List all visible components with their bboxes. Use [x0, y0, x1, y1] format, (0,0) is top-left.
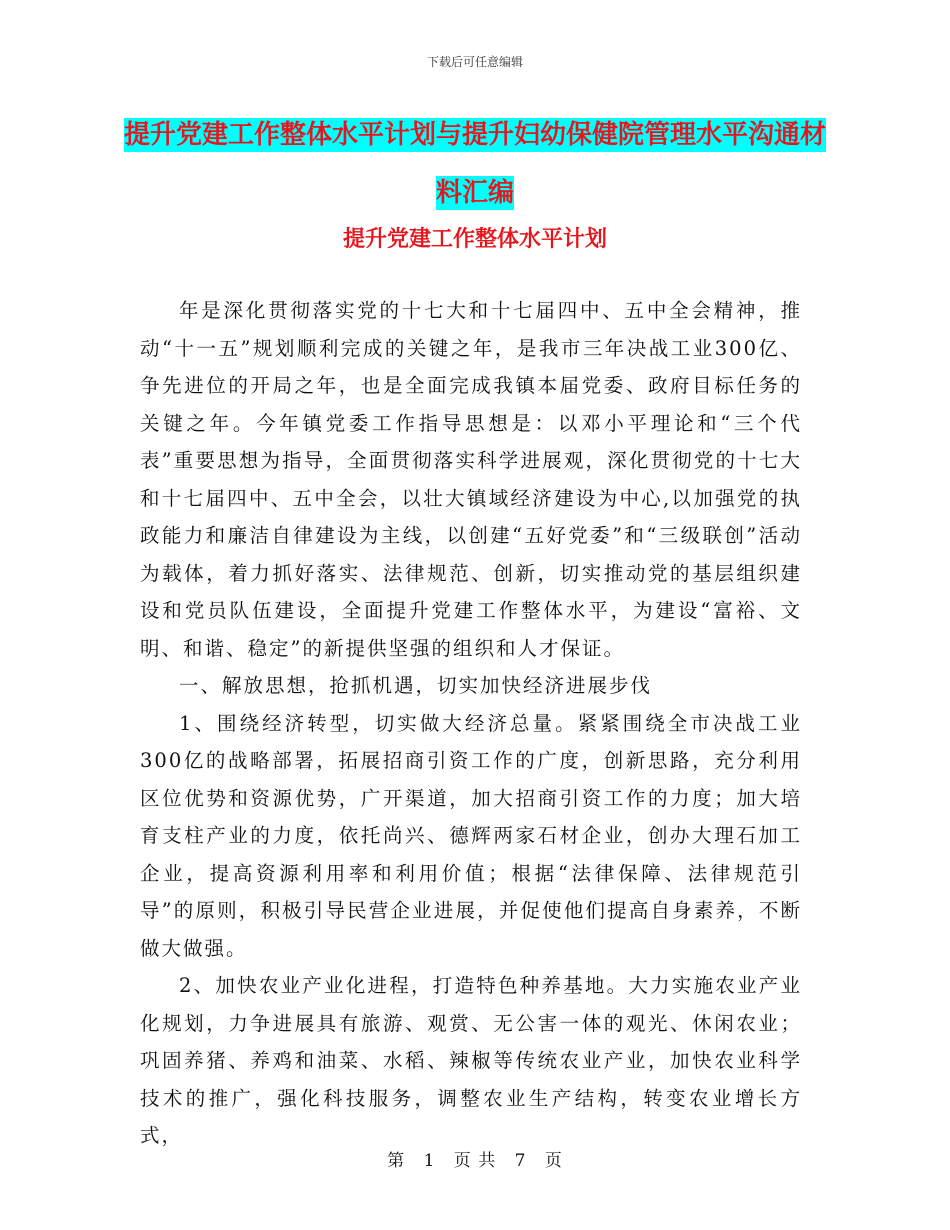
section-title: 提升党建工作整体水平计划 [342, 226, 607, 252]
footer-mid: 页 共 [453, 1151, 497, 1171]
paragraph: 1、围绕经济转型，切实做大经济总量。紧紧围绕全市决战工业300亿的战略部署，拓展招商引资工作的广度，创新思路，充分利用区位优势和资源优势，广开渠道，加大招商引资工作的力度；加大培育支柱产业的力度，依托尚兴、德辉两家石材企业，创办大理石加工企业，提高资源利用率和利用价值；根据“法律保障、法律规范引导”的原则，积极引导民营企业进展，并促使他们提高自身素养，不断做大做强。 [140, 711, 802, 960]
document-title-text: 提升党建工作整体水平计划与提升妇幼保健院管理水平沟通材料汇编 [123, 120, 826, 208]
footer-total-pages: 7 [514, 1151, 527, 1171]
paragraph: 年是深化贯彻落实党的十七大和十七届四中、五中全会精神，推动“十一五”规划顺利完成的关键之年，是我市三年决战工业300亿、争先进位的开局之年，也是全面完成我镇本届党委、政府目标任务的关键之年。今年镇党委工作指导思想是：以邓小平理论和“三个代表”重要思想为指导，全面贯彻落实科学进展观，深化贯彻党的十七大和十七届四中、五中全会，以壮大镇域经济建设为中心,以加强党的执政能力和廉洁自律建设为主线，以创建“五好党委”和“三级联创”活动为载体，着力抓好落实、法律规范、创新，切实推动党的基层组织建设和党员队伍建设，全面提升党建工作整体水平，为建设“富裕、文明、和谐、稳定”的新提供坚强的组织和人才保证。 [140, 299, 802, 660]
page-footer [0, 1146, 950, 1171]
paragraph-heading: 一、解放思想，抢抓机遇，切实加快经济进展步伐 [179, 674, 653, 697]
document-title [120, 106, 830, 222]
paragraph: 2、加快农业产业化进程，打造特色种养基地。大力实施农业产业化规划，力争进展具有旅游、观赏、无公害一体的观光、休闲农业；巩固养猪、养鸡和油菜、水稻、辣椒等传统农业产业，加快农业科学技术的推广，强化科技服务，调整农业生产结构，转变农业增长方式， [140, 974, 802, 1147]
footer-prefix: 第 [387, 1151, 406, 1171]
footer-suffix: 页 [544, 1151, 563, 1171]
footer-page-number: 1 [423, 1151, 436, 1171]
body-text [140, 292, 802, 1155]
header-note: 下载后可任意编辑 [426, 55, 523, 69]
